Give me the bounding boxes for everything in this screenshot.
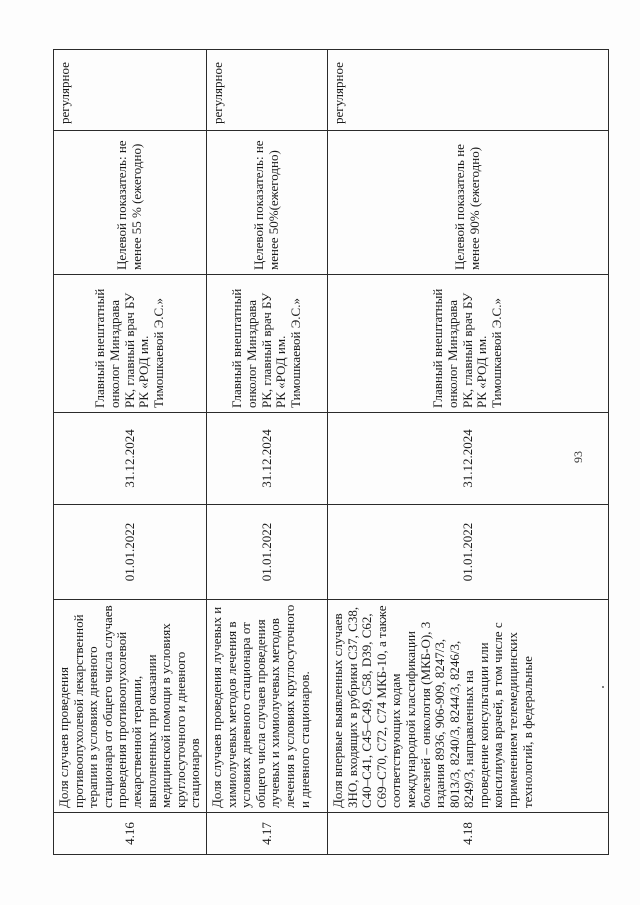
indicator-description: Доля случаев проведения лучевых и химиолучевых методов лечения в условиях дневного стационара от общего числа случаев проведения лучевых и химиолучевых методов лечения в условиях круглосуточного и дневного стационаров.	[206, 599, 327, 812]
start-date: 01.01.2022	[53, 504, 206, 599]
table-row	[53, 49, 206, 854]
scan-speck	[602, 686, 604, 688]
row-number: 4.16	[53, 812, 206, 854]
responsible-person: Главный внештатный онколог Минздрава РК, главный врач БУ РК «РОД им. Тимошкаевой Э.С.»	[53, 274, 206, 412]
target-indicator: Целевой показатель не менее 90% (ежегодно)	[327, 130, 608, 274]
start-date: 01.01.2022	[206, 504, 327, 599]
indicator-description: Доля впервые выявленных случаев ЗНО, входящих в рубрики С37, С38, С40–С41, С45–С49, С58, D39, С62, С69–С70, С72, С74 МКБ-10, а также соответствующих кодам международной классификации болезней – онкология (МКБ-О), 3 издания 8936, 906-909, 8247/3, 8013/3, 8240/3, 8244/3, 8246/3, 8249/3, направленных на проведение консультации или консилиума врачей, в том числе с применением телемедицинских технологий, в федеральные	[327, 599, 608, 812]
start-date: 01.01.2022	[327, 504, 608, 599]
target-indicator: Целевой показатель: не менее 50%(ежегодно)	[206, 130, 327, 274]
indicator-description: Доля случаев проведения противоопухолевой лекарственной терапии в условиях дневного стационара от общего числа случаев проведения противоопухолевой лекарственной терапии, выполненных при оказании медицинской помощи в условиях круглосуточного и дневного стационаров	[53, 599, 206, 812]
measures-table	[53, 49, 609, 855]
page-number: 93	[571, 451, 585, 463]
table-row	[206, 49, 327, 854]
responsible-person: Главный внештатный онколог Минздрава РК, главный врач БУ РК «РОД им. Тимошкаевой Э.С.»	[206, 274, 327, 412]
target-indicator: Целевой показатель: не менее 55 % (ежегодно)	[53, 130, 206, 274]
responsible-person: Главный внештатный онколог Минздрава РК, главный врач БУ РК «РОД им. Тимошкаевой Э.С.»	[327, 274, 608, 412]
end-date: 31.12.2024	[53, 412, 206, 504]
end-date: 31.12.2024	[327, 412, 608, 504]
periodicity: регулярное	[327, 49, 608, 130]
row-number: 4.17	[206, 812, 327, 854]
row-number: 4.18	[327, 812, 608, 854]
periodicity: регулярное	[206, 49, 327, 130]
periodicity: регулярное	[53, 49, 206, 130]
rotated-sheet	[53, 50, 608, 855]
table-row	[327, 49, 608, 854]
end-date: 31.12.2024	[206, 412, 327, 504]
